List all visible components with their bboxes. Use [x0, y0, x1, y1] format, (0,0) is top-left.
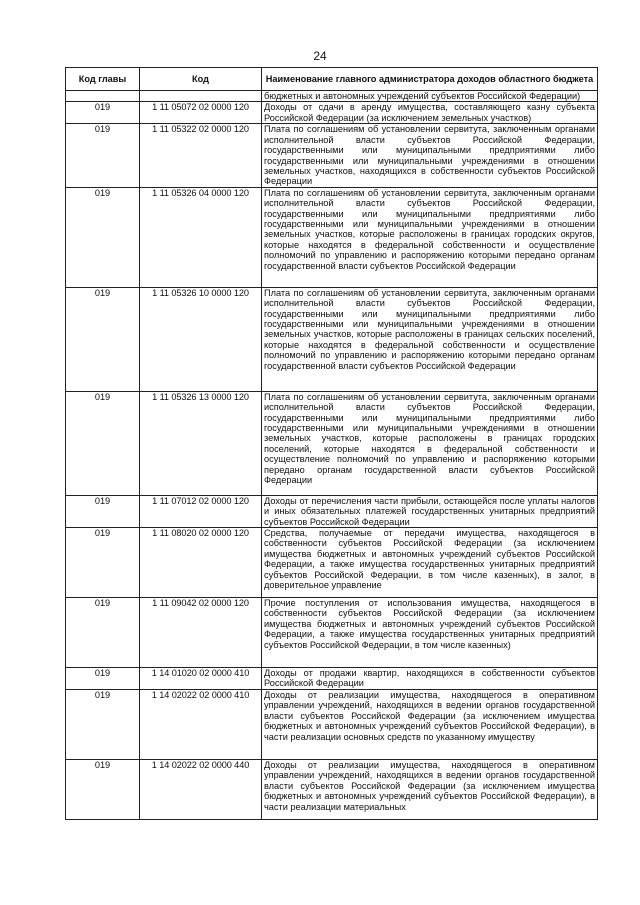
revenue-name-cell: Плата по соглашениям об установлении сервитута, заключенным органами исполнительной власти субъектов Российской Федерации, государственными или муниципальными предприятиями либо государственными или муниципальными учреждениями в отношении земельных участков, которые расположены в границах сельских поселений, которые находятся в федеральной собственности и осуществление полномочий по управлению и распоряжению которыми передано органам государственной власти субъектов Российской Федерации	[262, 287, 598, 391]
chapter-code-cell: 019	[66, 598, 140, 668]
budget-code-cell: 1 11 05322 02 0000 120	[140, 124, 262, 187]
table-body	[66, 91, 598, 820]
revenue-name-cell: Плата по соглашениям об установлении сервитута, заключенным органами исполнительной власти субъектов Российской Федерации, государственными или муниципальными предприятиями либо государственными или муниципальными учреждениями в отношении земельных участков, которые расположены в границах городских округов, которые находятся в федеральной собственности и осуществление полномочий по управлению и распоряжению которыми передано органам государственной власти субъектов Российской Федерации	[262, 187, 598, 287]
chapter-code-cell: 019	[66, 187, 140, 287]
table-row	[66, 187, 598, 287]
chapter-code-cell: 019	[66, 124, 140, 187]
budget-code-cell: 1 14 02022 02 0000 410	[140, 690, 262, 760]
page-number: 24	[313, 49, 327, 63]
revenue-name-cell: Доходы от реализации имущества, находящегося в оперативном управлении учреждений, находящихся в ведении органов государственной власти субъектов Российской Федерации (за исключением имущества бюджетных и автономных учреждений субъектов Российской Федерации), в части реализации материальных	[262, 760, 598, 820]
table-row	[66, 690, 598, 760]
chapter-code-cell: 019	[66, 528, 140, 598]
budget-code-cell: 1 11 08020 02 0000 120	[140, 528, 262, 598]
budget-code-cell: 1 14 01020 02 0000 410	[140, 668, 262, 690]
chapter-code-cell: 019	[66, 760, 140, 820]
revenue-name-cell: Доходы от сдачи в аренду имущества, составляющего казну субъекта Российской Федерации (за исключением земельных участков)	[262, 102, 598, 124]
table-row	[66, 124, 598, 187]
revenue-name-cell: Прочие поступления от использования имущества, находящегося в собственности субъектов Российской Федерации (за исключением имущества бюджетных и автономных учреждений субъектов Российской Федерации, а также имущества государственных унитарных предприятий субъектов Российской Федерации, в том числе казенных)	[262, 598, 598, 668]
continuation-row	[66, 91, 598, 102]
revenue-name-cell: Доходы от реализации имущества, находящегося в оперативном управлении учреждений, находящихся в ведении органов государственной власти субъектов Российской Федерации (за исключением имущества бюджетных и автономных учреждений субъектов Российской Федерации), в части реализации основных средств по указанному имуществу	[262, 690, 598, 760]
table-header	[66, 68, 598, 91]
table-row	[66, 102, 598, 124]
revenue-name-cell: Плата по соглашениям об установлении сервитута, заключенным органами исполнительной власти субъектов Российской Федерации, государственными или муниципальными предприятиями либо государственными или муниципальными учреждениями в отношении земельных участков, которые расположены в границах городских поселений, которые находятся в федеральной собственности и осуществление полномочий по управлению и распоряжению которыми передано органам государственной власти субъектов Российской Федерации	[262, 391, 598, 495]
revenue-administrators-table	[65, 67, 598, 820]
table-row	[66, 760, 598, 820]
revenue-name-cell: Доходы от перечисления части прибыли, остающейся после уплаты налогов и иных обязательных платежей государственных унитарных предприятий субъектов Российской Федерации	[262, 495, 598, 527]
header-code: Код	[140, 68, 262, 91]
chapter-code-cell: 019	[66, 391, 140, 495]
table-row	[66, 598, 598, 668]
table-row	[66, 287, 598, 391]
budget-code-cell: 1 11 05326 10 0000 120	[140, 287, 262, 391]
chapter-code-cell: 019	[66, 495, 140, 527]
budget-code-cell: 1 14 02022 02 0000 440	[140, 760, 262, 820]
header-chapter-code: Код главы	[66, 68, 140, 91]
chapter-code-cell: 019	[66, 102, 140, 124]
budget-code-cell: 1 11 05326 04 0000 120	[140, 187, 262, 287]
chapter-code-cell: 019	[66, 690, 140, 760]
table-row	[66, 668, 598, 690]
revenue-name-cell: Доходы от продажи квартир, находящихся в собственности субъектов Российской Федерации	[262, 668, 598, 690]
revenue-name-cell: Средства, получаемые от передачи имущества, находящегося в собственности субъектов Российской Федерации (за исключением имущества бюджетных и автономных учреждений субъектов Российской Федерации, а также имущества государственных унитарных предприятий субъектов Российской Федерации, в том числе казенных), в залог, в доверительное управление	[262, 528, 598, 598]
budget-code-cell: 1 11 05072 02 0000 120	[140, 102, 262, 124]
chapter-code-cell: 019	[66, 668, 140, 690]
budget-code-cell: 1 11 07012 02 0000 120	[140, 495, 262, 527]
table-row	[66, 495, 598, 527]
budget-code-cell: 1 11 09042 02 0000 120	[140, 598, 262, 668]
header-administrator-name: Наименование главного администратора доходов областного бюджета	[262, 68, 598, 91]
revenue-name-cell: Плата по соглашениям об установлении сервитута, заключенным органами исполнительной власти субъектов Российской Федерации, государственными или муниципальными предприятиями либо государственными или муниципальными учреждениями в отношении земельных участков, находящихся в собственности субъектов Российской Федерации	[262, 124, 598, 187]
table-row	[66, 391, 598, 495]
budget-code-cell: 1 11 05326 13 0000 120	[140, 391, 262, 495]
continuation-text: бюджетных и автономных учреждений субъектов Российской Федерации)	[262, 91, 598, 102]
table-row	[66, 528, 598, 598]
chapter-code-cell: 019	[66, 287, 140, 391]
